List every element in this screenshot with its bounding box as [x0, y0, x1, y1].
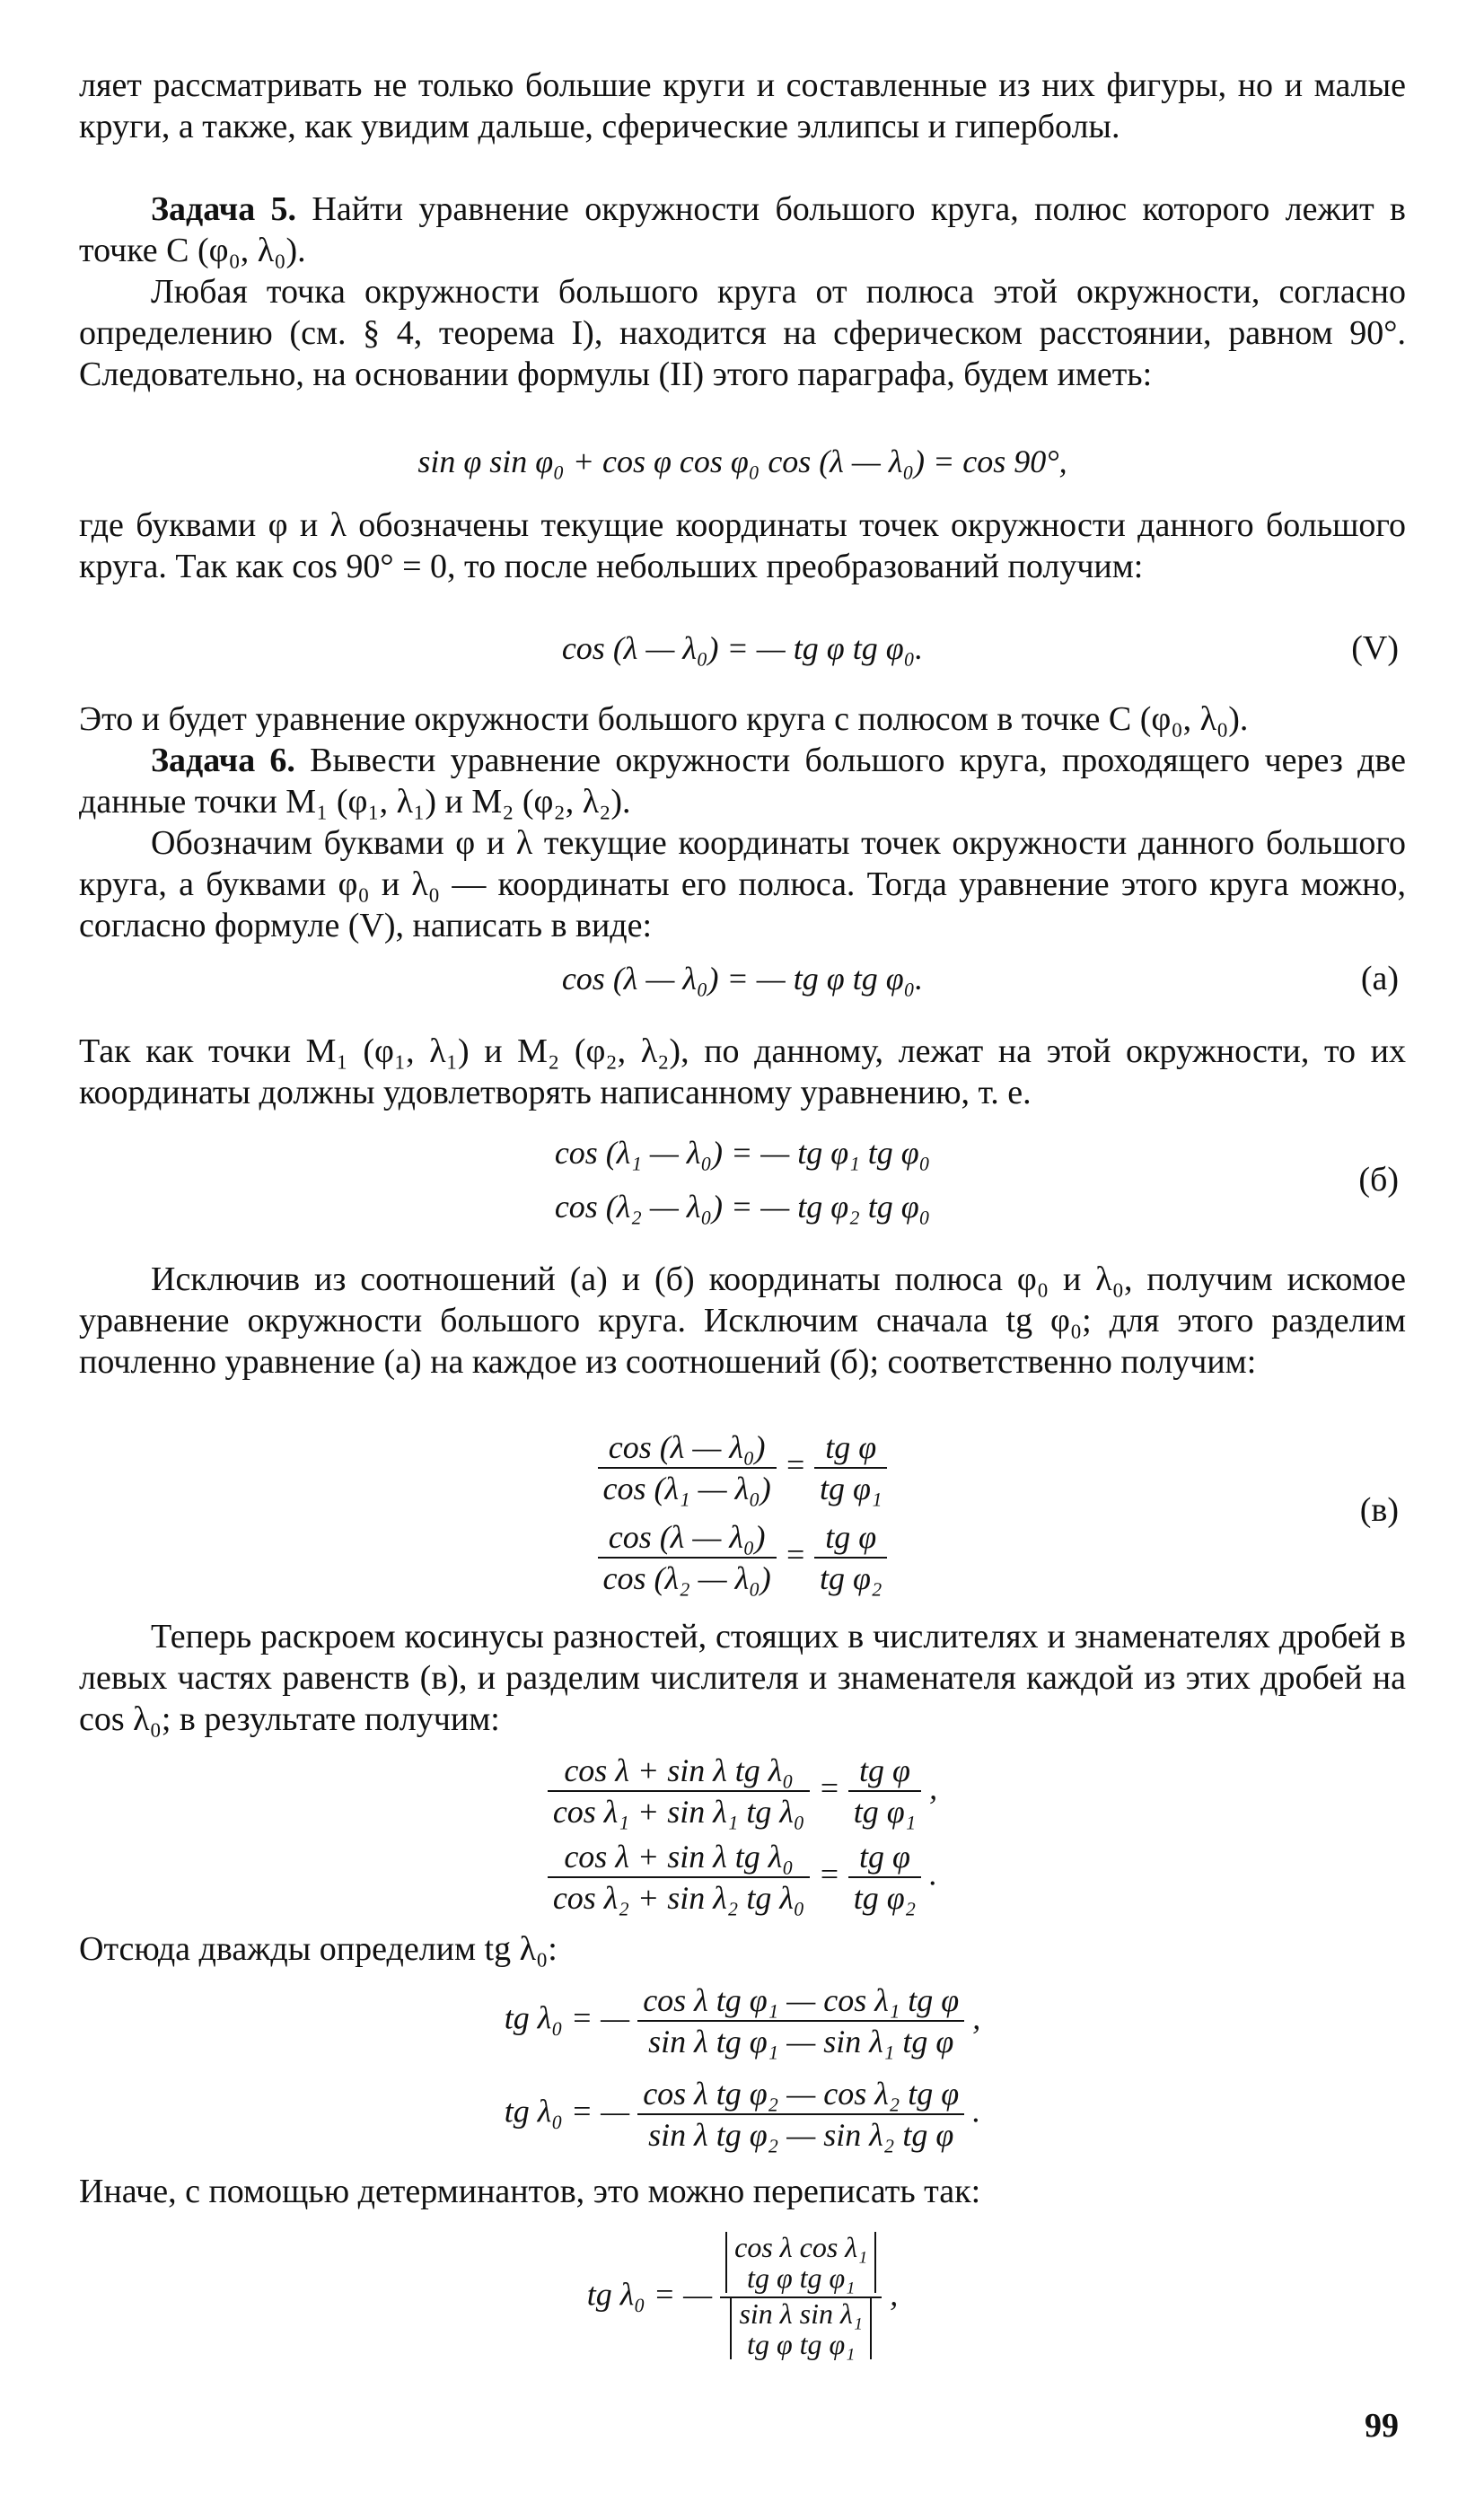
determinant-numerator: cos λ cos λ₁ tg φ tg φ₁: [725, 2232, 876, 2293]
formula-determinant: tg λ₀ = — cos λ cos λ₁ tg φ tg φ₁ sin λ sin λ₁ tg φ tg φ₁ ,: [79, 2232, 1406, 2363]
paragraph-notation: где буквами φ и λ обозначены текущие координаты точек окружности данного большого круга. Так как cos 90° = 0, то после небольших преобразований получим:: [79, 506, 1406, 585]
fraction: $\frac{\text{tg φ}}{\text{tg φ₂}}$: [848, 1837, 921, 1918]
fraction: $\frac{\text{tg φ}}{\text{tg φ₁}}$: [848, 1751, 921, 1831]
fraction: $\frac{\text{cos λ tg φ₁ — cos λ₁ tg φ}}{\text{sin λ tg φ₁ — sin λ₁ tg φ}}$: [637, 1980, 964, 2061]
task6-label: Задача 6.: [151, 742, 295, 779]
paragraph-result: Это и будет уравнение окружности большого круга с полюсом в точке C (φ₀, λ₀).: [79, 700, 1249, 738]
formula-b1: cos (λ₁ — λ₀) = — tg φ₁ tg φ₀: [554, 1135, 931, 1171]
task5-label: Задача 5.: [151, 190, 297, 228]
task5-paragraph: [79, 189, 1406, 271]
fraction: $\frac{\text{tg φ}}{\text{tg φ₁}}$: [814, 1427, 887, 1508]
determinant-denominator: sin λ sin λ₁ tg φ tg φ₁: [730, 2298, 872, 2359]
formula-a: cos (λ — λ₀) = — tg φ tg φ₀.: [561, 961, 924, 997]
paragraph-twice: Отсюда дважды определим tg λ₀:: [79, 1930, 558, 1968]
fraction: [720, 2232, 882, 2363]
fraction: $\frac{\text{cos λ tg φ₂ — cos λ₂ tg φ}}{\text{sin λ tg φ₂ — sin λ₂ tg φ}}$: [637, 2074, 964, 2155]
formula-V: cos (λ — λ₀) = — tg φ tg φ₀.: [561, 630, 924, 666]
formula-v1: $\frac{\text{cos (λ — λ₀)}}{\text{cos (λ₁ — λ₀)}}$ = $\frac{\text{tg φ}}{\text{tg φ₁}}$: [79, 1427, 1406, 1508]
task5-text: Найти уравнение окружности большого круга, полюс которого лежит в точке C (φ₀, λ₀).: [79, 190, 1406, 269]
formula-t2: tg λ₀ = — $\frac{\text{cos λ tg φ₂ — cos λ₂ tg φ}}{\text{sin λ tg φ₂ — sin λ₂ tg φ}}$ .: [504, 2076, 981, 2153]
formula-b-number: (б): [1358, 1161, 1399, 1199]
formula-1: sin φ sin φ₀ + cos φ cos φ₀ cos (λ — λ₀) = cos 90°,: [417, 443, 1067, 479]
fraction: $\frac{\text{cos λ + sin λ tg λ₀}}{\text{cos λ₂ + sin λ₂ tg λ₀}}$: [548, 1837, 811, 1918]
fraction: $\frac{\text{tg φ}}{\text{tg φ₂}}$: [814, 1517, 887, 1598]
formula-a-number: (а): [1360, 960, 1399, 997]
paragraph-points: Так как точки M₁ (φ₁, λ₁) и M₂ (φ₂, λ₂), по данному, лежат на этой окружности, то их координаты должны удовлетворять написанному уравнению, т. е.: [79, 1032, 1406, 1111]
formula-b2: cos (λ₂ — λ₀) = — tg φ₂ tg φ₀: [554, 1189, 931, 1225]
task6-text: Вывести уравнение окружности большого круга, проходящего через две данные точки M₁ (φ₁, λ₁) и M₂ (φ₂, λ₂).: [79, 742, 1406, 821]
fraction: $\frac{\text{cos (λ — λ₀)}}{\text{cos (λ₂ — λ₀)}}$: [598, 1517, 777, 1598]
paragraph-determinants: Иначе, с помощью детерминантов, это можно переписать так:: [79, 2173, 981, 2210]
task6-paragraph: [79, 740, 1406, 822]
paragraph-exclude: Исключив из соотношений (а) и (б) координаты полюса φ₀ и λ₀, получим искомое уравнение окружности большого круга. Исключим сначала tg φ₀; для этого разделим почленно уравнение (а) на каждое из соотношений (б); соответственно получим:: [79, 1260, 1406, 1381]
fraction: $\frac{\text{cos (λ — λ₀)}}{\text{cos (λ₁ — λ₀)}}$: [598, 1427, 777, 1508]
fraction: $\frac{\text{cos λ + sin λ tg λ₀}}{\text{cos λ₁ + sin λ₁ tg λ₀}}$: [548, 1751, 811, 1831]
formula-v2: $\frac{\text{cos (λ — λ₀)}}{\text{cos (λ₂ — λ₀)}}$ = $\frac{\text{tg φ}}{\text{tg φ₂}}$: [79, 1517, 1406, 1598]
formula-t1: tg λ₀ = — $\frac{\text{cos λ tg φ₁ — cos λ₁ tg φ}}{\text{sin λ tg φ₁ — sin λ₁ tg φ}}$ ,: [504, 1982, 981, 2059]
paragraph-intro: ляет рассматривать не только большие круги и составленные из них фигуры, но и малые круги, а также, как увидим дальше, сферические эллипсы и гиперболы.: [79, 66, 1406, 145]
formula-V-number: (V): [1351, 629, 1399, 667]
page-number: 99: [1365, 2407, 1399, 2445]
formula-g2: $\frac{\text{cos λ + sin λ tg λ₀}}{\text{cos λ₂ + sin λ₂ tg λ₀}}$ = $\frac{\text{tg φ}}{\text{tg φ₂}}$ .: [79, 1837, 1406, 1918]
formula-g1: $\frac{\text{cos λ + sin λ tg λ₀}}{\text{cos λ₁ + sin λ₁ tg λ₀}}$ = $\frac{\text{tg φ}}{\text{tg φ₁}}$ ,: [79, 1751, 1406, 1831]
paragraph-designation: Обозначим буквами φ и λ текущие координаты точек окружности данного большого круга, а буквами φ₀ и λ₀ — координаты его полюса. Тогда уравнение этого круга можно, согласно формуле (V), написать в виде:: [79, 824, 1406, 944]
paragraph-expand: Теперь раскроем косинусы разностей, стоящих в числителях и знаменателях дробей в левых частях равенств (в), и разделим числителя и знаменателя каждой из этих дробей на cos λ₀; в результате получим:: [79, 1618, 1406, 1738]
formula-v-number: (в): [1359, 1491, 1399, 1529]
paragraph-definition: Любая точка окружности большого круга от полюса этой окружности, согласно определению (см. § 4, теорема I), находится на сферическом расстоянии, равном 90°. Следовательно, на основании формулы (II) этого параграфа, будем иметь:: [79, 273, 1406, 393]
